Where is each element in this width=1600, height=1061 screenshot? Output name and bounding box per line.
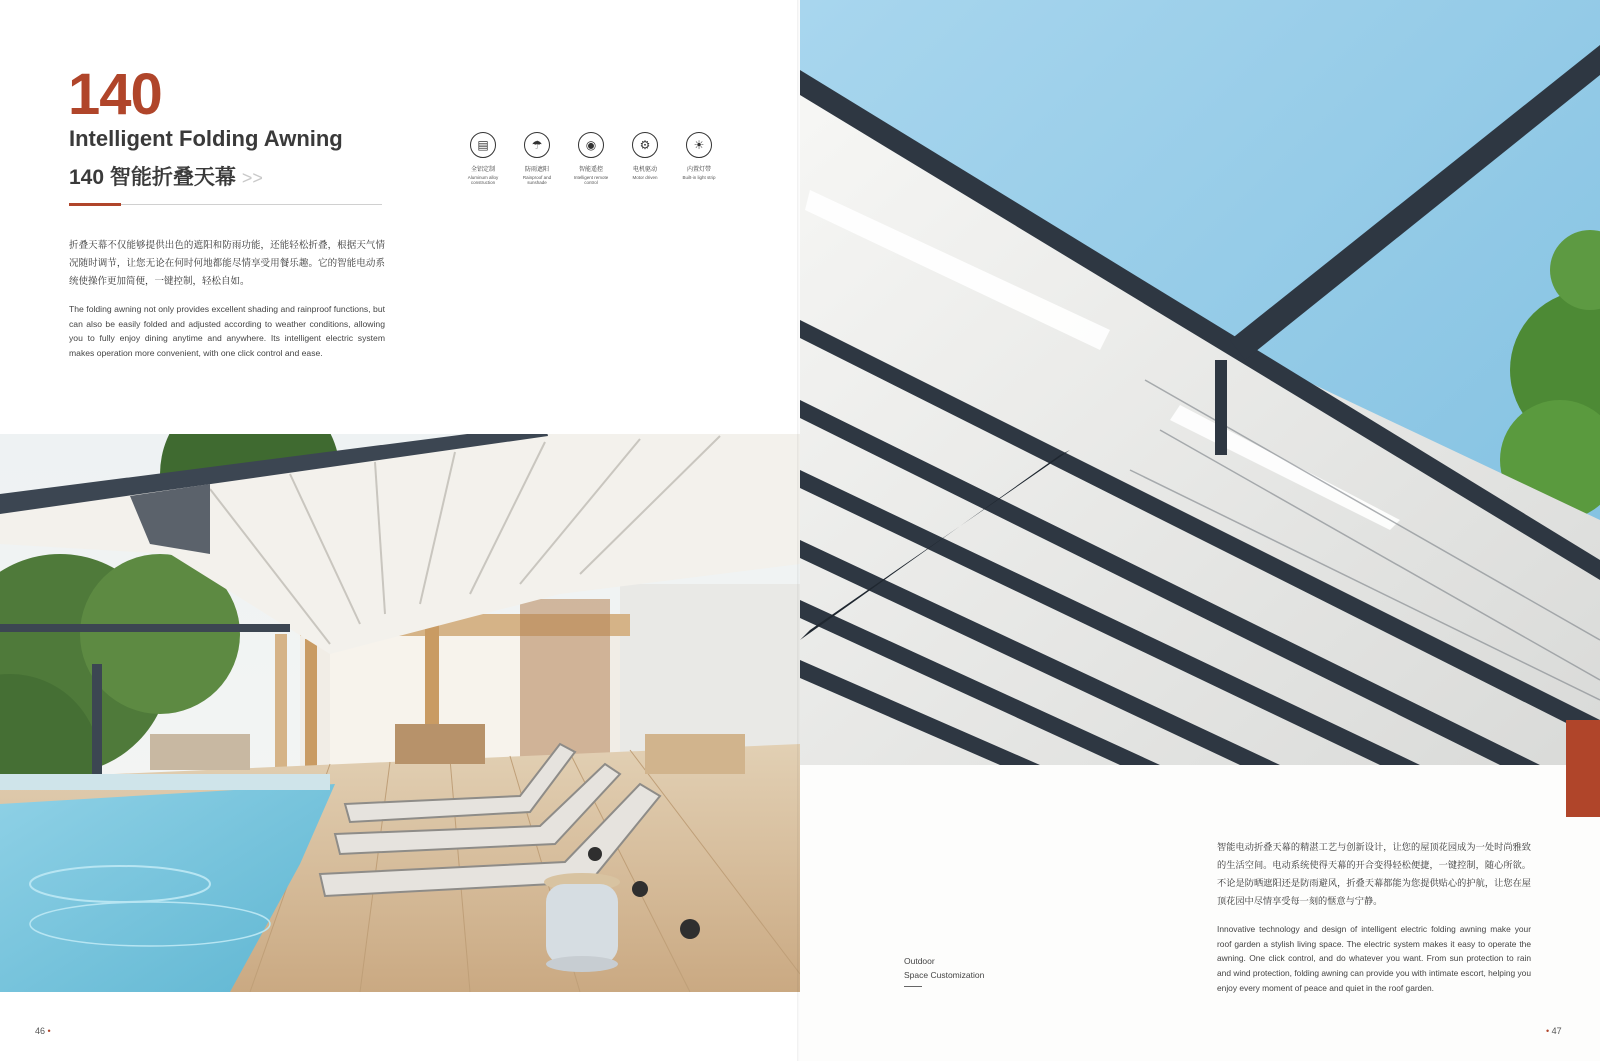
- page-number-text: 46: [35, 1026, 46, 1036]
- feature-label-en: Intelligent remote control: [573, 175, 609, 186]
- right-page: [800, 0, 1600, 1061]
- feature-rain-sun: [514, 132, 560, 186]
- feature-icons: [460, 132, 722, 186]
- remote-icon: ◉: [578, 132, 604, 158]
- feature-label-en: Aluminum alloy construction: [467, 175, 499, 186]
- rain-sun-icon: ☂: [524, 132, 550, 158]
- product-title-cn-text: 140 智能折叠天幕: [69, 166, 236, 189]
- feature-label-cn: 内置灯带: [686, 167, 711, 173]
- feature-label-en: Motor driven: [632, 175, 658, 180]
- double-chevron-icon: >>: [241, 168, 263, 188]
- section-label-line1: Outdoor: [904, 956, 935, 966]
- feature-label-en: Rainproof and sunshade: [522, 175, 552, 186]
- title-divider-accent: [69, 203, 121, 206]
- feature-motor: [622, 132, 668, 186]
- terrace-pool-photo: [0, 434, 800, 992]
- feature-aluminum: [460, 132, 506, 186]
- accent-tab: [1566, 720, 1600, 817]
- page-number-text: 47: [1551, 1026, 1562, 1036]
- page-number-right: [1546, 1026, 1562, 1036]
- light-strip-icon: ☀: [686, 132, 712, 158]
- description-en: The folding awning not only provides excellent shading and rainproof functions, but can also be easily folded and adjusted according to weather conditions, allowing you to fully enjoy dining anytime and anywhere. Its intelligent electric system makes operation more convenient, with one click control and ease.: [69, 304, 385, 359]
- page-number-left: [35, 1026, 51, 1036]
- section-label-rule: [904, 986, 922, 987]
- page-dot: •: [1546, 1026, 1550, 1036]
- model-number: 140: [68, 62, 162, 127]
- motor-icon: ⚙: [632, 132, 658, 158]
- feature-label-en: Built-in light strip: [682, 175, 716, 180]
- product-title-cn: [69, 161, 263, 191]
- feature-remote: [568, 132, 614, 186]
- feature-light-strip: [676, 132, 722, 186]
- feature-label-cn: 智能遥控: [578, 167, 603, 173]
- product-title-en: Intelligent Folding Awning: [69, 126, 343, 151]
- title-divider: [69, 204, 382, 205]
- feature-label-cn: 全铝定制: [470, 167, 495, 173]
- feature-label-cn: 防雨遮阳: [524, 167, 549, 173]
- description-cn: 折叠天幕不仅能够提供出色的遮阳和防雨功能，还能轻松折叠，根据天气情况随时调节，让您无论在何时何地都能尽情享受用餐乐趣。它的智能电动系统使操作更加简便，一键控制，轻松自如。: [69, 240, 385, 287]
- description-cn: 智能电动折叠天幕的精湛工艺与创新设计，让您的屋顶花园成为一处时尚雅致的生活空间。电动系统使得天幕的开合变得轻松便捷，一键控制，随心所欲。不论是防晒遮阳还是防雨避风，折叠天幕都能为您提供贴心的护航，让您在屋顶花园中尽情享受每一刻的惬意与宁静。: [1217, 842, 1531, 906]
- page-dot: •: [47, 1026, 51, 1036]
- section-label: [904, 954, 984, 982]
- section-label-line2: Space Customization: [904, 970, 985, 980]
- feature-label-cn: 电机驱动: [632, 167, 657, 173]
- awning-underside-photo: [800, 0, 1600, 765]
- description-en: Innovative technology and design of intelligent electric folding awning make your roof garden a stylish living space. The electric system makes it easy to operate the awning. One click control, and do whatever you want. From sun protection to rain and wind protection, folding awning can provide you with intimate escort, helping you enjoy every moment of peace and quiet in the roof garden.: [1217, 924, 1531, 993]
- aluminum-icon: ▤: [470, 132, 496, 158]
